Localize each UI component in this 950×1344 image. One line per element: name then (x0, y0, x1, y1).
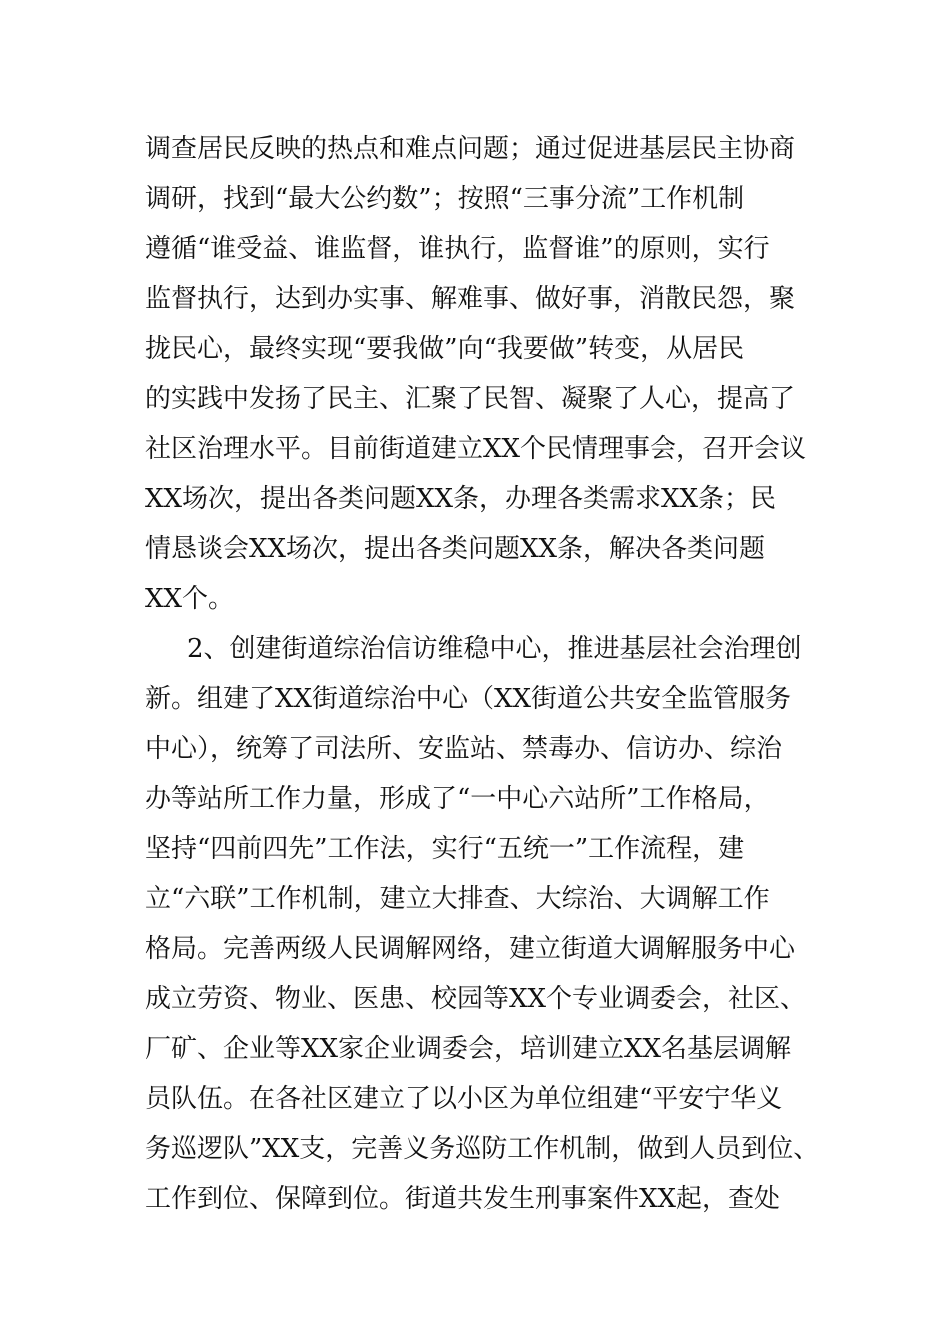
text-line: XX场次，提出各类问题XX条，办理各类需求XX条；民 (145, 484, 777, 514)
text-line: 的实践中发扬了民主、汇聚了民智、凝聚了人心，提高了 (145, 384, 796, 414)
text-line: 遵循“谁受益、谁监督，谁执行，监督谁”的原则，实行 (145, 234, 770, 264)
text-line: 社区治理水平。目前街道建立XX个民情理事会，召开会议 (145, 434, 807, 464)
text-line: 情恳谈会XX场次，提出各类问题XX条，解决各类问题 (145, 534, 766, 564)
section-heading-line: 2、创建街道综治信访维稳中心，推进基层社会治理创 (187, 634, 802, 664)
text-line: 工作到位、保障到位。街道共发生刑事案件XX起，查处 (145, 1184, 781, 1214)
text-line: 中心），统筹了司法所、安监站、禁毒办、信访办、综治 (145, 734, 783, 764)
text-line: 坚持“四前四先”工作法，实行“五统一”工作流程，建 (145, 834, 745, 864)
text-line: 调研，找到“最大公约数”；按照“三事分流”工作机制 (145, 184, 745, 214)
text-line: 拢民心，最终实现“要我做”向“我要做”转变，从居民 (145, 334, 745, 364)
text-line: 务巡逻队”XX支，完善义务巡防工作机制，做到人员到位、 (145, 1134, 820, 1164)
text-line: 成立劳资、物业、医患、校园等XX个专业调委会，社区、 (145, 984, 807, 1014)
text-line: 格局。完善两级人民调解网络，建立街道大调解服务中心 (145, 934, 796, 964)
text-line: XX个。 (145, 584, 235, 614)
body-text (145, 124, 835, 1224)
text-line: 新。组建了XX街道综治中心（XX街道公共安全监管服务 (145, 684, 792, 714)
text-line: 监督执行，达到办实事、解难事、做好事，消散民怨，聚 (145, 284, 796, 314)
text-line: 员队伍。在各社区建立了以小区为单位组建“平安宁华义 (145, 1084, 783, 1114)
text-line: 立“六联”工作机制，建立大排查、大综治、大调解工作 (145, 884, 770, 914)
text-line: 办等站所工作力量，形成了“一中心六站所”工作格局， (145, 784, 770, 814)
text-line: 厂矿、企业等XX家企业调委会，培训建立XX名基层调解 (145, 1034, 792, 1064)
text-line: 调查居民反映的热点和难点问题；通过促进基层民主协商 (145, 134, 796, 164)
